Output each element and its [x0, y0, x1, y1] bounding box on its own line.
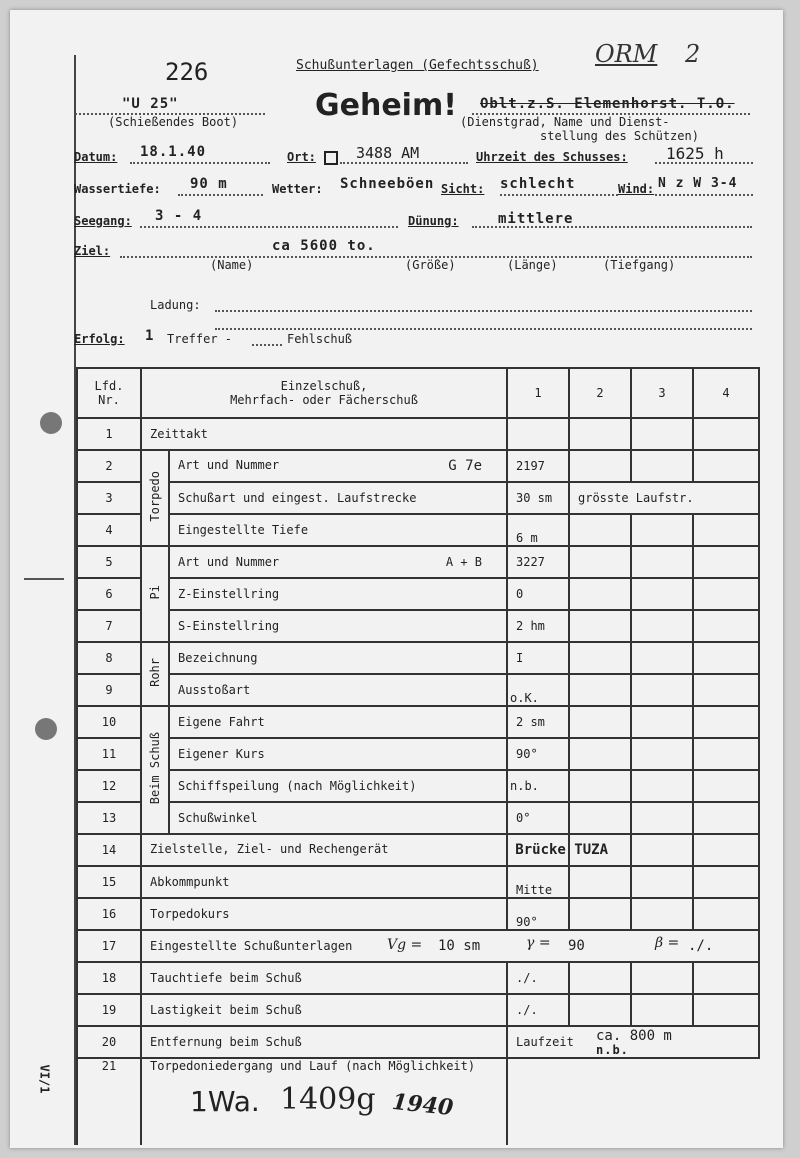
table-row: 20 Entfernung beim Schuß Laufzeit ca. 800 m n.b.	[77, 1026, 759, 1058]
shooter-value: Oblt.z.S. Elemenhorst. T.O.	[480, 96, 735, 112]
datum-label: Datum:	[74, 150, 118, 164]
head-description: Einzelschuß, Mehrfach- oder Fächerschuß	[141, 368, 507, 418]
punch-hole-top	[40, 412, 62, 434]
punch-hole-bottom	[35, 718, 57, 740]
wassertiefe-label: Wassertiefe:	[74, 182, 161, 196]
ort-value: 3488 AM	[356, 144, 420, 162]
table-row: 1 Zeittakt	[77, 418, 759, 450]
wassertiefe-value: 90 m	[190, 176, 228, 192]
archive-stamp: 1Wa.	[190, 1085, 260, 1118]
ziel-value: ca 5600 to.	[272, 238, 376, 254]
table-row: 5 Pi Art und Nummer A + B 3227	[77, 546, 759, 578]
ziel-caption-tiefgang: (Tiefgang)	[603, 258, 676, 272]
ziel-label: Ziel:	[74, 244, 111, 258]
table-row: 3 Schußart und eingest. Laufstrecke 30 sm grösste Laufstr.	[77, 482, 759, 514]
erfolg-treffer-label: Treffer -	[167, 332, 233, 346]
boat-value: "U 25"	[122, 96, 179, 112]
seegang-value: 3 - 4	[155, 208, 203, 224]
uhrzeit-value: 1625 h	[666, 144, 724, 163]
ziel-caption-laenge: (Länge)	[507, 258, 558, 272]
duenung-value: mittlere	[498, 211, 574, 227]
archive-number: 1409g	[280, 1082, 376, 1117]
row-label: Zeittakt	[141, 418, 507, 450]
table-row: 13 Schußwinkel 0°	[77, 802, 759, 834]
ort-label: Ort:	[287, 150, 316, 164]
sicht-value: schlecht	[500, 176, 576, 192]
handwritten-initials: ORM	[595, 40, 658, 68]
table-row: 4 Eingestellte Tiefe 6 m	[77, 514, 759, 546]
table-row: 8 Rohr Bezeichnung I	[77, 642, 759, 674]
shooter-caption-line1: (Dienstgrad, Name und Dienst-	[460, 115, 670, 129]
table-row: 16 Torpedokurs 90°	[77, 898, 759, 930]
shot-data-table	[76, 367, 760, 1145]
wind-label: Wind:	[618, 182, 655, 196]
ladung-label: Ladung:	[150, 298, 201, 312]
table-row: 7 S-Einstellring 2 hm	[77, 610, 759, 642]
table-row: 17 Eingestellte Schußunterlagen Vg = 10 sm γ = 90 β = ./.	[77, 930, 759, 962]
table-row: 6 Z-Einstellring 0	[77, 578, 759, 610]
page-number: 2	[685, 40, 701, 68]
erfolg-fehl-label: Fehlschuß	[287, 332, 353, 346]
group-pi: Pi	[141, 546, 169, 642]
form-title: Schußunterlagen (Gefechtsschuß)	[296, 58, 539, 73]
uhrzeit-label: Uhrzeit des Schusses:	[476, 150, 628, 164]
laufstrecke-note: grösste Laufstr.	[569, 482, 759, 514]
table-row: 18 Tauchtiefe beim Schuß ./.	[77, 962, 759, 994]
secret-label: Geheim!	[315, 88, 457, 123]
datum-value: 18.1.40	[140, 144, 207, 160]
ort-checkbox-icon	[324, 151, 338, 165]
seegang-label: Seegang:	[74, 214, 132, 228]
zielstelle-value: Brücke TUZA	[515, 842, 608, 858]
archive-year: 1940	[390, 1088, 455, 1122]
stamp-number: 226	[165, 58, 209, 86]
table-row: 21 Torpedoniedergang und Lauf (nach Möglichkeit)	[77, 1058, 759, 1145]
table-row: 11 Eigener Kurs 90°	[77, 738, 759, 770]
table-row: 10 Beim Schuß Eigene Fahrt 2 sm	[77, 706, 759, 738]
wind-value: N z W 3-4	[658, 176, 738, 191]
table-row: 12 Schiffspeilung (nach Möglichkeit) n.b.	[77, 770, 759, 802]
group-torpedo: Torpedo	[141, 450, 169, 546]
head-lfd: Lfd. Nr.	[77, 368, 141, 418]
wetter-value: Schneeböen	[340, 176, 435, 192]
table-row: 2 Torpedo Art und Nummer G 7e 2197	[77, 450, 759, 482]
erfolg-treffer-count: 1	[145, 328, 155, 344]
duenung-label: Dünung:	[408, 214, 459, 228]
erfolg-label: Erfolg:	[74, 332, 125, 346]
wetter-label: Wetter:	[272, 182, 323, 196]
table-row: 14 Zielstelle, Ziel- und Rechengerät Brücke TUZA	[77, 834, 759, 866]
ziel-caption-name: (Name)	[210, 258, 254, 272]
head-col-1: 1	[507, 368, 569, 418]
table-row: 15 Abkommpunkt Mitte	[77, 866, 759, 898]
head-col-4: 4	[693, 368, 759, 418]
head-col-3: 3	[631, 368, 693, 418]
sicht-label: Sicht:	[441, 182, 485, 196]
group-rohr: Rohr	[141, 642, 169, 706]
document-sheet	[10, 10, 783, 1148]
ziel-caption-groesse: (Größe)	[405, 258, 456, 272]
margin-mark: VI/1	[37, 1064, 52, 1094]
fold-mark	[24, 578, 64, 580]
table-header-row	[77, 368, 759, 418]
group-beim-schuss: Beim Schuß	[141, 706, 169, 834]
boat-caption: (Schießendes Boot)	[108, 115, 239, 129]
laufzeit-value: n.b.	[596, 1043, 629, 1057]
table-row: 19 Lastigkeit beim Schuß ./.	[77, 994, 759, 1026]
table-row: 9 Ausstoßart o.K.	[77, 674, 759, 706]
shooter-caption-line2: stellung des Schützen)	[540, 129, 699, 143]
entfernung-value: ca. 800 m	[596, 1028, 672, 1044]
head-col-2: 2	[569, 368, 631, 418]
